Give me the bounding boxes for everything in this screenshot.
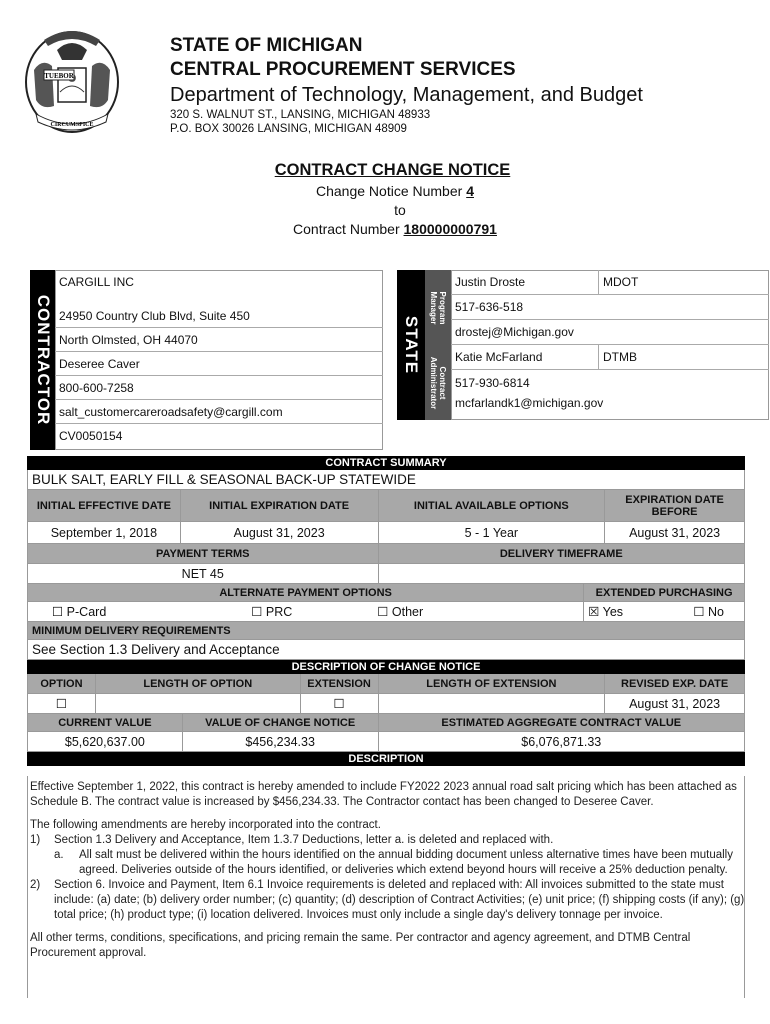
to-label: to xyxy=(394,202,406,218)
notice-block xyxy=(0,160,770,240)
pm-name: Justin Droste xyxy=(451,270,599,295)
contract-number-label: Contract Number xyxy=(293,221,404,237)
pm-email: drostej@Michigan.gov xyxy=(451,320,769,345)
contractor-address-1: 24950 Country Club Blvd, Suite 450 xyxy=(55,304,383,328)
aggregate-value-header: ESTIMATED AGGREGATE CONTRACT VALUE xyxy=(379,714,745,731)
header-cps: CENTRAL PROCUREMENT SERVICES xyxy=(170,59,516,80)
extended-yes-checkbox[interactable]: ☒ Yes xyxy=(588,605,624,619)
extension-header: EXTENSION xyxy=(301,674,379,693)
initial-effective-date: September 1, 2018 xyxy=(28,522,181,543)
extended-no-checkbox[interactable]: ☐ No xyxy=(693,605,724,619)
revised-exp-header: REVISED EXP. DATE xyxy=(605,674,745,693)
michigan-seal-icon xyxy=(22,20,122,135)
pm-phone: 517-636-518 xyxy=(451,295,769,320)
contract-summary xyxy=(27,456,745,766)
program-manager-label: Program Manager xyxy=(425,270,451,345)
min-delivery: See Section 1.3 Delivery and Acceptance xyxy=(28,640,745,659)
min-delivery-header: MINIMUM DELIVERY REQUIREMENTS xyxy=(28,622,745,639)
revised-exp-date: August 31, 2023 xyxy=(605,694,745,713)
contract-summary-bar: CONTRACT SUMMARY xyxy=(27,456,745,470)
other-checkbox[interactable]: ☐ Other xyxy=(377,605,424,619)
initial-expiration-header: INITIAL EXPIRATION DATE xyxy=(181,490,379,521)
description-paragraph-1: Effective September 1, 2022, this contract is hereby amended to include FY2022 2023 annual road salt pricing which has been attached as Schedule B. The contract value is increased by $456,234.33. The Contractor contact has been changed to Deseree Caver. xyxy=(30,781,737,808)
notice-title: CONTRACT CHANGE NOTICE xyxy=(274,161,511,179)
prc-checkbox[interactable]: ☐ PRC xyxy=(251,605,293,619)
option-header: OPTION xyxy=(28,674,96,693)
change-value: $456,234.33 xyxy=(183,732,379,751)
aggregate-value: $6,076,871.33 xyxy=(379,732,745,751)
initial-effective-header: INITIAL EFFECTIVE DATE xyxy=(28,490,181,521)
change-notice-label: Change Notice Number xyxy=(316,183,467,199)
amendment-item-1a: a. All salt must be delivered within the hours identified on the annual bidding document unless alternative times have been mutually agreed. Deliveries outside of the hours identified, or deliveries which extend beyond hours will receive a 25% deduction penalty. xyxy=(54,849,733,876)
option-checkbox[interactable]: ☐ xyxy=(28,694,96,713)
ca-phone: 517-930-6814 xyxy=(455,375,530,390)
description-bar: DESCRIPTION xyxy=(27,752,745,766)
change-notice-bar: DESCRIPTION OF CHANGE NOTICE xyxy=(27,660,745,674)
amendment-item-1: 1) Section 1.3 Delivery and Acceptance, Item 1.3.7 Deductions, letter a. is deleted and replaced with. xyxy=(30,834,554,846)
svg-text:TUEBOR: TUEBOR xyxy=(44,72,74,80)
delivery-timeframe-header: DELIVERY TIMEFRAME xyxy=(379,544,745,563)
change-value-header: VALUE OF CHANGE NOTICE xyxy=(183,714,379,731)
extended-purchasing-header: EXTENDED PURCHASING xyxy=(584,584,745,601)
alt-payment-header: ALTERNATE PAYMENT OPTIONS xyxy=(28,584,584,601)
extension-checkbox[interactable]: ☐ xyxy=(301,694,379,713)
contract-description: BULK SALT, EARLY FILL & SEASONAL BACK-UP STATEWIDE xyxy=(28,470,745,489)
pcard-checkbox[interactable]: ☐ P-Card xyxy=(52,605,107,619)
contractor-phone: 800-600-7258 xyxy=(55,376,383,400)
initial-options: 5 - 1 Year xyxy=(379,522,606,543)
expiration-before: August 31, 2023 xyxy=(605,522,745,543)
initial-options-header: INITIAL AVAILABLE OPTIONS xyxy=(379,490,606,521)
contractor-contact: Deseree Caver xyxy=(55,352,383,376)
agency-header xyxy=(170,34,643,136)
contractor-vendor-id: CV0050154 xyxy=(59,429,123,443)
header-state: STATE OF MICHIGAN xyxy=(170,35,363,56)
contractor-name: CARGILL INC xyxy=(59,275,134,289)
change-notice-number: 4 xyxy=(466,183,474,199)
description-paragraph-3: All other terms, conditions, specifications, and pricing remain the same. Per contractor and agency agreement, and DTMB Central Procurement approval. xyxy=(30,932,691,959)
current-value: $5,620,637.00 xyxy=(28,732,183,751)
pm-agency: MDOT xyxy=(599,270,769,295)
initial-expiration-date: August 31, 2023 xyxy=(181,522,379,543)
contractor-side-label: CONTRACTOR xyxy=(30,270,55,450)
length-option-value xyxy=(96,694,301,713)
length-extension-value xyxy=(379,694,606,713)
expiration-before-header: EXPIRATION DATE BEFORE xyxy=(605,490,745,521)
ca-email: mcfarlandk1@michigan.gov xyxy=(455,395,604,410)
payment-terms: NET 45 xyxy=(28,564,379,583)
description-body xyxy=(30,780,745,969)
ca-agency: DTMB xyxy=(599,345,769,370)
length-extension-header: LENGTH OF EXTENSION xyxy=(379,674,606,693)
length-option-header: LENGTH OF OPTION xyxy=(96,674,301,693)
contractor-email: salt_customercareroadsafety@cargill.com xyxy=(55,400,383,424)
contract-administrator-label: Contract Administrator xyxy=(425,345,451,420)
header-address-1: 320 S. WALNUT ST., LANSING, MICHIGAN 48933 xyxy=(170,109,431,121)
delivery-timeframe xyxy=(379,564,745,583)
contractor-address-2: North Olmsted, OH 44070 xyxy=(55,328,383,352)
description-paragraph-2: The following amendments are hereby incorporated into the contract. xyxy=(30,819,381,831)
svg-text:CIRCUMSPICE: CIRCUMSPICE xyxy=(50,122,94,128)
current-value-header: CURRENT VALUE xyxy=(28,714,183,731)
payment-terms-header: PAYMENT TERMS xyxy=(28,544,379,563)
state-side-label: STATE xyxy=(397,270,425,420)
ca-name: Katie McFarland xyxy=(451,345,599,370)
header-address-2: P.O. BOX 30026 LANSING, MICHIGAN 48909 xyxy=(170,123,407,135)
header-department: Department of Technology, Management, and Budget xyxy=(170,84,643,106)
amendment-item-2: 2) Section 6. Invoice and Payment, Item 6.1 Invoice requirements is deleted and replaced with: All invoices submitted to the state must include: (a) date; (b) delivery order number; (c) quantity; (d) description of Contract Activities; (e) unit price; (f) shipping costs (if any); (g) total price; (h) product type; (i) location delivered. Invoices must only include a single day's delivery tonnage per invoice. xyxy=(30,879,745,921)
contract-number: 180000000791 xyxy=(403,221,497,237)
